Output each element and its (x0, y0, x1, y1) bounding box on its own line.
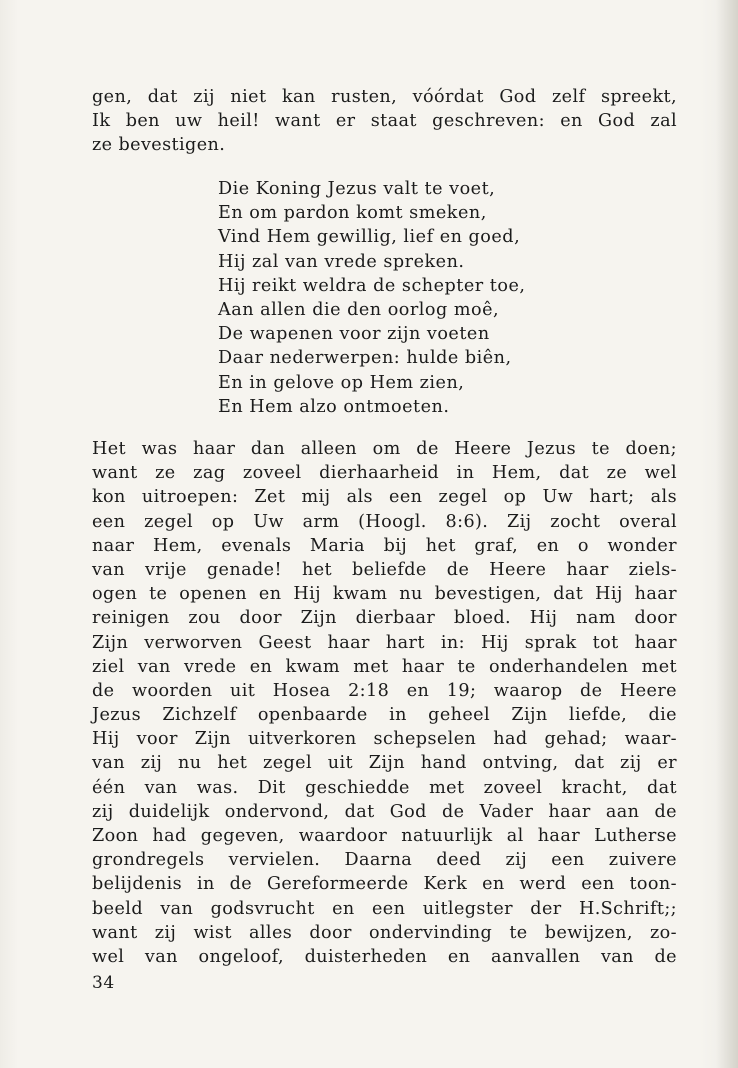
text-line: zij duidelijk ondervond, dat God de Vader haar aan de (92, 801, 677, 822)
text-line: één van was. Dit geschiedde met zoveel kracht, dat (92, 777, 677, 798)
text-line: belijdenis in de Gereformeerde Kerk en werd een toon- (92, 874, 677, 895)
text-line: beeld van godsvrucht en een uitlegster der H.Schrift;; (92, 898, 677, 919)
text-line: Zoon had gegeven, waardoor natuurlijk al haar Lutherse (92, 826, 677, 846)
top-paragraph (92, 85, 677, 158)
poem-stanza (218, 177, 618, 419)
text-line: Het was haar dan alleen om de Heere Jezus te doen; (92, 439, 677, 459)
poem-line: Hij reikt weldra de schepter toe, (218, 275, 526, 296)
text-line: van zij nu het zegel uit Zijn hand ontving, dat zij er (92, 753, 677, 774)
text-line: wel van ongeloof, duisterheden en aanvallen van de (92, 946, 677, 967)
text-line: naar Hem, evenals Maria bij het graf, en o wonder (92, 535, 677, 556)
poem-line: Aan allen die den oorlog moê, (218, 299, 500, 320)
text-line: want ze zag zoveel dierhaarheid in Hem, dat ze wel (92, 463, 677, 484)
poem-line: Hij zal van vrede spreken. (218, 251, 465, 272)
body-paragraph (92, 437, 677, 969)
poem-line: En in gelove op Hem zien, (218, 372, 465, 393)
text-line: ziel van vrede en kwam met haar te onderhandelen met (92, 656, 677, 677)
text-line: een zegel op Uw arm (Hoogl. 8:6). Zij zocht overal (92, 511, 677, 532)
text-line: want zij wist alles door ondervinding te bewijzen, zo- (92, 922, 677, 943)
text-line: Jezus Zichzelf openbaarde in geheel Zijn liefde, die (92, 705, 677, 726)
text-line: van vrije genade! het beliefde de Heere haar ziels- (92, 559, 677, 580)
text-line: reinigen zou door Zijn dierbaar bloed. Hij nam door (92, 608, 677, 629)
page-edge-shadow (716, 0, 738, 1068)
poem-line: En Hem alzo ontmoeten. (218, 396, 450, 417)
poem-line: En om pardon komt smeken, (218, 203, 487, 224)
text-line: ogen te openen en Hij kwam nu bevestigen, dat Hij haar (92, 584, 677, 605)
poem-line: Daar nederwerpen: hulde biên, (218, 348, 512, 369)
text-line: Ik ben uw heil! want er staat geschreven: en God zal (92, 111, 677, 132)
text-line: de woorden uit Hosea 2:18 en 19; waarop de Heere (92, 680, 677, 701)
poem-line: De wapenen voor zijn voeten (218, 324, 490, 345)
poem-line: Vind Hem gewillig, lief en goed, (218, 227, 521, 248)
text-line: Hij voor Zijn uitverkoren schepselen had gehad; waar- (92, 729, 677, 750)
text-line: gen, dat zij niet kan rusten, vóórdat God zelf spreekt, (92, 87, 677, 107)
poem-line: Die Koning Jezus valt te voet, (218, 179, 496, 199)
text-line: grondregels vervielen. Daarna deed zij een zuivere (92, 850, 677, 871)
text-line: kon uitroepen: Zet mij als een zegel op Uw hart; als (92, 487, 677, 508)
page-number: 34 (92, 973, 115, 993)
text-line: Zijn verworven Geest haar hart in: Hij sprak tot haar (92, 632, 677, 653)
text-line: ze bevestigen. (92, 135, 226, 156)
